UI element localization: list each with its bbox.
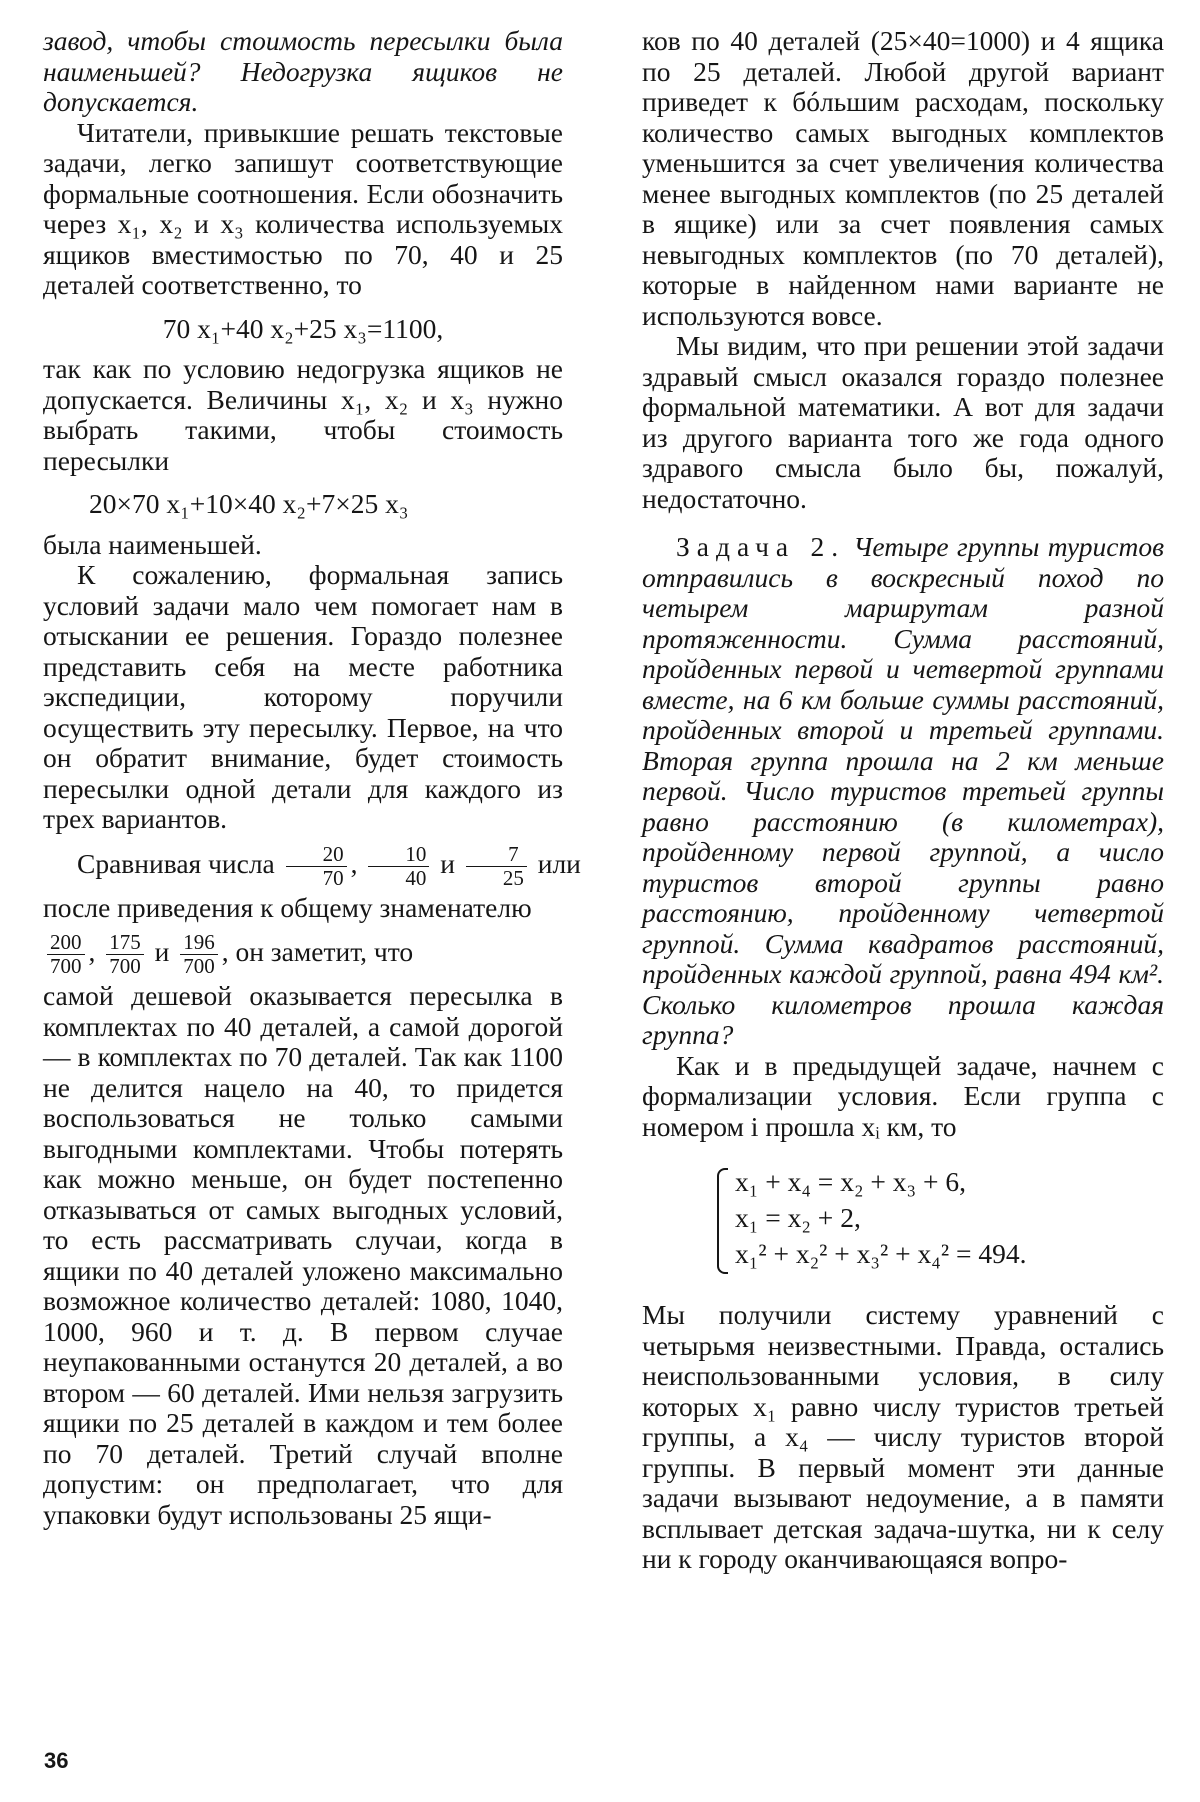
comparison-line bbox=[43, 835, 581, 893]
conjunction: и bbox=[440, 847, 455, 879]
cost-formula: 20×70 x₁+10×40 x₂+7×25 x₃ bbox=[89, 488, 409, 519]
fraction-numerator: 200 bbox=[47, 931, 85, 955]
fraction-200-700 bbox=[47, 931, 85, 978]
fraction-numerator: 10 bbox=[368, 843, 429, 867]
fraction-numerator: 7 bbox=[466, 843, 527, 867]
paragraph-minimal: была наименьшей. bbox=[43, 528, 262, 560]
fraction-denominator: 70 bbox=[322, 865, 344, 890]
fraction-10-40 bbox=[368, 843, 429, 890]
fraction-175-700 bbox=[106, 931, 144, 978]
right-column bbox=[642, 26, 1164, 1575]
equation-1: x₁ + x₄ = x₂ + x₃ + 6, bbox=[735, 1166, 967, 1197]
paragraph-cost-intro: так как по условию недогрузка ящиков не допускается. Величины x₁, x₂ и x₃ нужно выбрать такими, чтобы стоимость пересылки bbox=[43, 353, 563, 476]
system-brace bbox=[717, 1168, 728, 1274]
fraction-denominator: 25 bbox=[502, 865, 524, 890]
fraction-numerator: 175 bbox=[106, 931, 144, 955]
fraction-7-25 bbox=[466, 843, 527, 890]
common-denominator-line bbox=[43, 923, 563, 981]
page-number: 36 bbox=[44, 1748, 69, 1773]
fraction-denominator: 700 bbox=[183, 954, 215, 979]
constraint-formula: 70 x₁+40 x₂+25 x₃=1100, bbox=[162, 312, 444, 344]
paragraph-common-sense-conclusion: Мы видим, что при решении этой задачи здравый смысл оказался гораздо полезнее формальной математики. А вот для задачи из другого варианта того же года одного здравого смысла было бы, пожалуй, недостаточно. bbox=[642, 330, 1164, 514]
common-denominator-tail: , он заметит, что bbox=[221, 936, 414, 967]
fraction-196-700 bbox=[180, 931, 218, 978]
paragraph-formalization: Как и в предыдущей задаче, начнем с формализации условия. Если группа с номером i прошла xᵢ км, то bbox=[642, 1049, 1164, 1142]
paragraph-formal-setup: Читатели, привыкшие решать текстовые задачи, легко запишут соответствующие формальные соотношения. Если обозначить через x₁, x₂ и x₃ количества используемых ящиков вместимостью по 70, 40 и 25 деталей соответственно, то bbox=[43, 116, 563, 300]
fraction-denominator: 40 bbox=[405, 865, 427, 890]
paragraph-common-sense: К сожалению, формальная запись условий задачи мало чем помогает нам в отыскании ее решения. Гораздо полезнее представить себя на месте работника экспедиции, которому поручили осуществить эту пересылку. Первое, на что он обратит внимание, будет стоимость пересылки одной детали для каждого из трех вариантов. bbox=[43, 559, 563, 834]
fraction-numerator: 196 bbox=[180, 931, 218, 955]
comparison-tail: или bbox=[537, 847, 581, 879]
equation-3: x₁² + x₂² + x₃² + x₄² = 494. bbox=[735, 1238, 1027, 1269]
paragraph-solution-end: ков по 40 деталей (25×40=1000) и 4 ящика по 25 деталей. Любой другой вариант приведет к бóльшим расходам, поскольку количество самых выгодных комплектов уменьшится за счет увеличения количества менее выгодных комплектов (по 25 деталей в ящике) или за счет появления самых невыгодных комплектов (по 70 деталей), которые в найденном нами варианте не используются вовсе. bbox=[642, 25, 1164, 331]
comma: , bbox=[350, 847, 358, 879]
conjunction: и bbox=[154, 936, 170, 967]
paragraph-common-denominator: после приведения к общему знаменателю bbox=[43, 891, 532, 923]
task2-label: Задача 2. bbox=[676, 531, 846, 562]
fraction-numerator: 20 bbox=[286, 843, 347, 867]
fraction-denominator: 700 bbox=[109, 954, 141, 979]
paragraph-system-discussion: Мы получили систему уравнений с четырьмя неизвестными. Правда, остались неиспользованными условия, в силу которых x₁ равно числу туристов третьей группы, а x₄ — числу туристов второй группы. В первый момент эти данные задачи вызывают недоумение, а в памяти всплывает детская задача-шутка, ни к селу ни к городу оканчивающаяся вопро- bbox=[642, 1299, 1164, 1574]
comparison-lead: Сравнивая числа bbox=[77, 847, 275, 879]
equation-system bbox=[717, 1164, 1164, 1272]
comma: , bbox=[88, 936, 96, 967]
fraction-denominator: 700 bbox=[50, 954, 82, 979]
task2 bbox=[642, 532, 1164, 1051]
fraction-20-70 bbox=[286, 843, 347, 890]
task1-condition-end: завод, чтобы стоимость пересылки была наименьшей? Недогрузка ящиков не допускается. bbox=[43, 25, 563, 117]
left-column bbox=[43, 25, 581, 1530]
equation-2: x₁ = x₂ + 2, bbox=[735, 1202, 861, 1233]
task2-condition: Четыре группы туристов отправились в воскресный поход по четырем маршрутам разной протяженности. Сумма расстояний, пройденных первой и четвертой группами вместе, на 6 км больше суммы расстояний, пройденных второй и третьей группами. Вторая группа прошла на 2 км меньше первой. Число туристов третьей группы равно расстоянию (в километрах), пройденному первой группой, а число туристов второй группы равно расстоянию, пройденному четвертой группой. Сумма квадратов расстояний, пройденных каждой группой, равна 494 км². Сколько километров прошла каждая группа? bbox=[642, 531, 1165, 1050]
paragraph-solution: самой дешевой оказывается пересылка в комплектах по 40 деталей, а самой дорогой — в комплектах по 70 деталей. Так как 1100 не делится нацело на 40, то придется воспользоваться не только самыми выгодными комплектами. Чтобы потерять как можно меньше, он будет постепенно отказываться от самых выгодных условий, то есть рассматривать случаи, когда в ящики по 40 деталей уложено максимально возможное количество деталей: 1080, 1040, 1000, 960 и т. д. В первом случае неупакованными останутся 20 деталей, а во втором — 60 деталей. Ими нельзя загрузить ящики по 25 деталей в каждом и тем более по 70 деталей. Третий случай вполне допустим: он предполагает, что для упаковки будут использованы 25 ящи- bbox=[43, 980, 563, 1530]
